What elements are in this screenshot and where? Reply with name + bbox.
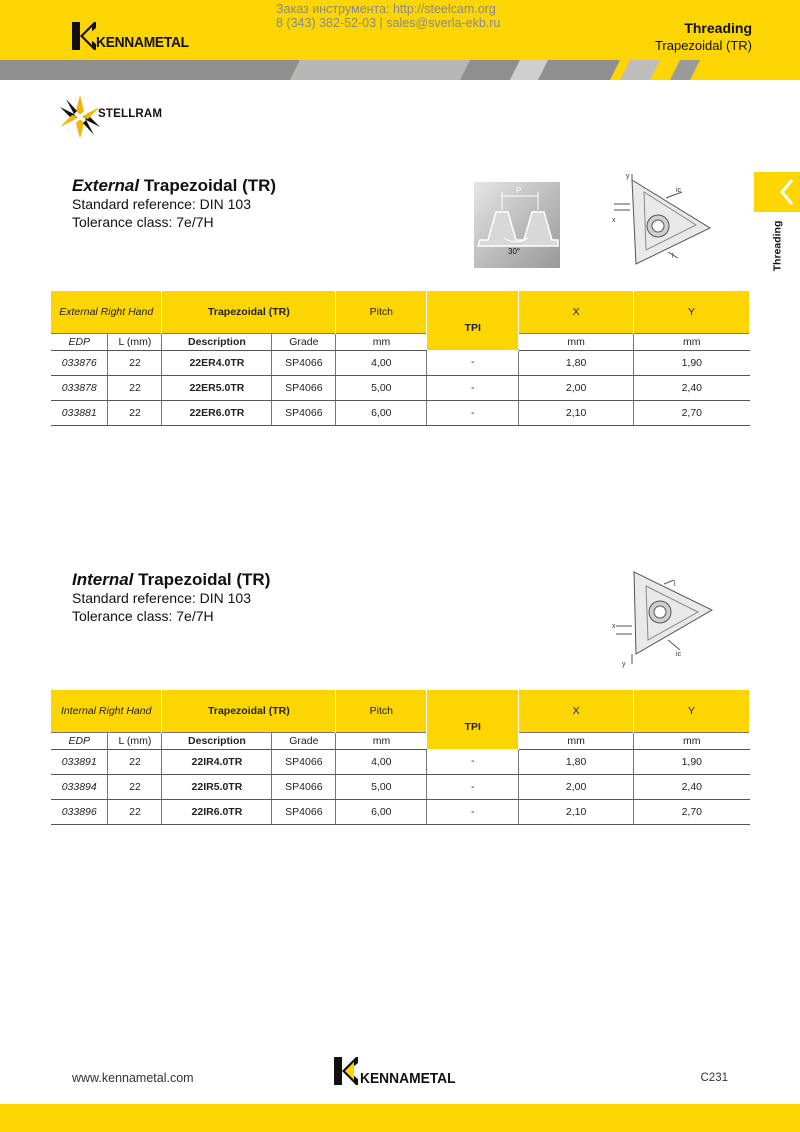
cell-description: 22ER5.0TR [162,375,272,400]
column-y-header: Y [634,690,750,732]
cell-x: 2,10 [519,799,634,824]
internal-insert-diagram [608,566,718,670]
column-x-header: X [519,690,634,732]
unit-cell: Description [162,333,272,350]
cell-y: 2,40 [634,774,750,799]
column-y-header: Y [634,291,750,333]
table-row [51,350,750,375]
cell-pitch: 4,00 [336,350,427,375]
cell-edp: 033878 [51,375,108,400]
header-stripe-bar [0,60,800,80]
cell-tpi: - [427,375,519,400]
unit-cell: mm [336,732,427,749]
table-header-row [51,291,750,333]
cell-x: 1,80 [519,350,634,375]
cell-pitch: 6,00 [336,400,427,425]
cell-tpi: - [427,774,519,799]
footer-kennametal-logo-icon [334,1057,358,1085]
cell-y: 1,90 [634,350,750,375]
svg-text:l: l [672,253,674,260]
cell-tpi: - [427,350,519,375]
side-tab-marker [754,172,800,212]
cell-description: 22IR5.0TR [162,774,272,799]
table-row [51,749,750,774]
table-row [51,799,750,824]
unit-cell: Grade [272,333,336,350]
footer-brand: KENNAMETAL [360,1070,456,1087]
table-units-row [51,732,750,749]
column-tpi-header: TPI [427,690,519,749]
cell-length: 22 [108,350,162,375]
external-standard-reference: Standard reference: DIN 103 [72,196,251,212]
table-units-row [51,333,750,350]
unit-cell: L (mm) [108,333,162,350]
cell-length: 22 [108,774,162,799]
contact-line-1[interactable]: Заказ инструмента: http://steelcam.org [276,2,496,16]
header-subtitle: Trapezoidal (TR) [654,38,752,53]
cell-description: 22IR4.0TR [162,749,272,774]
column-pitch-header: Pitch [336,291,427,333]
cell-length: 22 [108,799,162,824]
cell-tpi: - [427,799,519,824]
contact-line-2[interactable]: 8 (343) 382-52-03 | sales@sverla-ekb.ru [276,16,501,30]
footer-band [0,1104,800,1132]
svg-text:P: P [516,186,522,195]
cell-y: 2,70 [634,799,750,824]
cell-grade: SP4066 [272,375,336,400]
cell-length: 22 [108,400,162,425]
page-number: C231 [700,1072,728,1084]
svg-text:y: y [622,661,626,668]
kennametal-logo-icon [72,22,96,50]
column-trapezoidal-header: Trapezoidal (TR) [162,291,336,333]
table-row [51,375,750,400]
external-insert-diagram [606,170,716,266]
cell-description: 22ER4.0TR [162,350,272,375]
cell-edp: 033894 [51,774,108,799]
column-trapezoidal-header: Trapezoidal (TR) [162,690,336,732]
unit-cell: L (mm) [108,732,162,749]
cell-x: 2,00 [519,375,634,400]
cell-y: 2,40 [634,375,750,400]
cell-tpi: - [427,400,519,425]
internal-spec-table [51,690,750,825]
cell-tpi: - [427,749,519,774]
cell-pitch: 4,00 [336,749,427,774]
cell-length: 22 [108,375,162,400]
cell-y: 1,90 [634,749,750,774]
external-section-title: External Trapezoidal (TR) [72,176,277,195]
cell-description: 22IR6.0TR [162,799,272,824]
svg-text:30°: 30° [508,247,521,256]
internal-tolerance-class: Tolerance class: 7e/7H [72,608,214,624]
svg-text:x: x [612,217,616,224]
svg-text:y: y [626,173,630,180]
cell-grade: SP4066 [272,350,336,375]
cell-grade: SP4066 [272,400,336,425]
contact-info [276,2,500,30]
column-pitch-header: Pitch [336,690,427,732]
cell-pitch: 5,00 [336,774,427,799]
svg-text:l: l [674,581,676,588]
unit-cell: EDP [51,732,108,749]
unit-cell: Grade [272,732,336,749]
cell-length: 22 [108,749,162,774]
external-tolerance-class: Tolerance class: 7e/7H [72,214,214,230]
cell-x: 1,80 [519,749,634,774]
cell-x: 2,10 [519,400,634,425]
stellram-star-icon [60,94,100,140]
stellram-brand: STELLRAM [98,108,163,120]
cell-y: 2,70 [634,400,750,425]
column-tpi-header: TPI [427,291,519,350]
unit-cell: Description [162,732,272,749]
header-brand: KENNAMETAL [96,34,189,51]
cell-grade: SP4066 [272,799,336,824]
table-row [51,774,750,799]
column-group-header: Internal Right Hand [51,690,162,732]
table-row [51,400,750,425]
column-x-header: X [519,291,634,333]
internal-standard-reference: Standard reference: DIN 103 [72,590,251,606]
table-header-row [51,690,750,732]
external-spec-table [51,291,750,426]
unit-cell: mm [519,732,634,749]
unit-cell: mm [336,333,427,350]
svg-text:ic: ic [676,187,682,194]
column-group-header: External Right Hand [51,291,162,333]
side-tab-label: Threading [771,220,784,272]
internal-section-title: Internal Trapezoidal (TR) [72,570,271,589]
unit-cell: mm [634,732,750,749]
footer-website-link[interactable]: www.kennametal.com [72,1071,194,1085]
unit-cell: EDP [51,333,108,350]
cell-edp: 033891 [51,749,108,774]
svg-text:x: x [612,623,616,630]
cell-edp: 033896 [51,799,108,824]
svg-text:ic: ic [676,651,682,658]
unit-cell: mm [519,333,634,350]
unit-cell: mm [634,333,750,350]
cell-grade: SP4066 [272,774,336,799]
cell-edp: 033876 [51,350,108,375]
thread-profile-figure [474,182,560,268]
cell-pitch: 5,00 [336,375,427,400]
cell-pitch: 6,00 [336,799,427,824]
cell-edp: 033881 [51,400,108,425]
header-title: Threading [684,20,752,36]
cell-description: 22ER6.0TR [162,400,272,425]
cell-x: 2,00 [519,774,634,799]
cell-grade: SP4066 [272,749,336,774]
